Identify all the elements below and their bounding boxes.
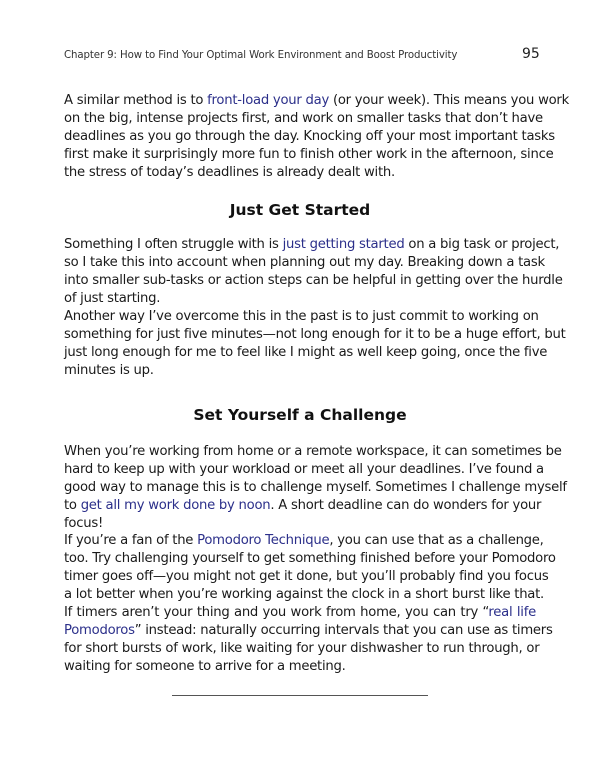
running-header: Chapter 9: How to Find Your Optimal Work Environment and Boost Productivity: [64, 50, 458, 61]
text-line: [64, 550, 556, 568]
text-line: [64, 568, 549, 586]
text-run: minutes is up.: [64, 363, 154, 378]
text-line: [64, 326, 566, 344]
text-line: [64, 640, 540, 658]
text-run: of just starting.: [64, 291, 161, 306]
text-run: the stress of today’s deadlines is already dealt with.: [64, 165, 395, 180]
text-line: [64, 532, 544, 550]
hyperlink[interactable]: get all my work done by noon: [80, 498, 271, 513]
text-line: [64, 272, 563, 290]
hyperlink[interactable]: real life: [488, 605, 536, 620]
text-line: [64, 254, 545, 272]
text-run: deadlines as you go through the day. Knocking off your most important tasks: [64, 129, 555, 144]
text-run: for short bursts of work, like waiting for your dishwasher to run through, or: [64, 641, 540, 656]
text-run: into smaller sub-tasks or action steps can be helpful in getting over the hurdle: [64, 273, 563, 288]
text-line: [64, 604, 536, 622]
text-run: on a big task or project,: [404, 237, 560, 252]
heading-set-yourself-a-challenge: Set Yourself a Challenge: [193, 406, 407, 424]
text-run: (or your week). This means you work: [329, 93, 569, 108]
text-run: Something I often struggle with is: [64, 237, 283, 252]
text-line: [64, 461, 544, 479]
text-run: . A short deadline can do wonders for your: [270, 498, 542, 513]
paragraph-challenge: [64, 443, 567, 533]
text-run: timer goes off—you might not get it done, but you’ll probably find you focus: [64, 569, 549, 584]
text-line: [64, 236, 560, 254]
text-run: When you’re working from home or a remote workspace, it can sometimes be: [64, 444, 562, 459]
text-run: something for just five minutes—not long enough for it to be a huge effort, but: [64, 327, 566, 342]
text-run: , you can use that as a challenge,: [329, 533, 544, 548]
text-line: [64, 110, 543, 128]
text-run: hard to keep up with your workload or meet all your deadlines. I’ve found a: [64, 462, 544, 477]
text-run: too. Try challenging yourself to get something finished before your Pomodoro: [64, 551, 556, 566]
text-run: A similar method is to: [64, 93, 208, 108]
paragraph-front-load: [64, 92, 569, 182]
text-line: [64, 515, 536, 533]
text-run: good way to manage this is to challenge myself. Sometimes I challenge myself: [64, 480, 567, 495]
page-number: 95: [522, 46, 540, 62]
text-line: [64, 479, 567, 497]
text-run: just long enough for me to feel like I might as well keep going, once the five: [64, 345, 548, 360]
paragraph-getting-started: [64, 236, 563, 308]
hyperlink[interactable]: just getting started: [282, 237, 405, 252]
text-line: [64, 497, 542, 515]
text-line: [64, 586, 544, 604]
text-run: focus!: [64, 516, 103, 531]
heading-just-get-started: Just Get Started: [229, 201, 371, 219]
text-line: [64, 92, 569, 110]
text-run: ” instead: naturally occurring intervals that you can use as timers: [134, 623, 553, 638]
section-divider: [172, 695, 428, 696]
text-line: [64, 362, 536, 380]
text-line: [64, 164, 536, 182]
text-line: [64, 146, 554, 164]
text-run: Another way I’ve overcome this in the past is to just commit to working on: [64, 309, 539, 324]
text-line: [64, 308, 539, 326]
text-line: [64, 622, 553, 640]
paragraph-pomodoro: [64, 532, 556, 676]
text-run: so I take this into account when planning out my day. Breaking down a task: [64, 255, 545, 270]
hyperlink[interactable]: Pomodoros: [64, 623, 135, 638]
text-run: If timers aren’t your thing and you work from home, you can try “: [64, 605, 489, 620]
hyperlink[interactable]: Pomodoro Technique: [197, 533, 330, 548]
text-run: first make it surprisingly more fun to finish other work in the afternoon, since: [64, 147, 554, 162]
text-run: on the big, intense projects first, and work on smaller tasks that don’t have: [64, 111, 543, 126]
text-run: to: [64, 498, 81, 513]
text-line: [64, 290, 536, 308]
text-line: [64, 658, 536, 676]
text-run: If you’re a fan of the: [64, 533, 198, 548]
text-run: a lot better when you’re working against the clock in a short burst like that.: [64, 587, 544, 602]
text-line: [64, 344, 548, 362]
paragraph-five-minutes: [64, 308, 566, 380]
text-line: [64, 128, 555, 146]
text-line: [64, 443, 562, 461]
text-run: waiting for someone to arrive for a meeting.: [64, 659, 346, 674]
hyperlink[interactable]: front-load your day: [207, 93, 330, 108]
